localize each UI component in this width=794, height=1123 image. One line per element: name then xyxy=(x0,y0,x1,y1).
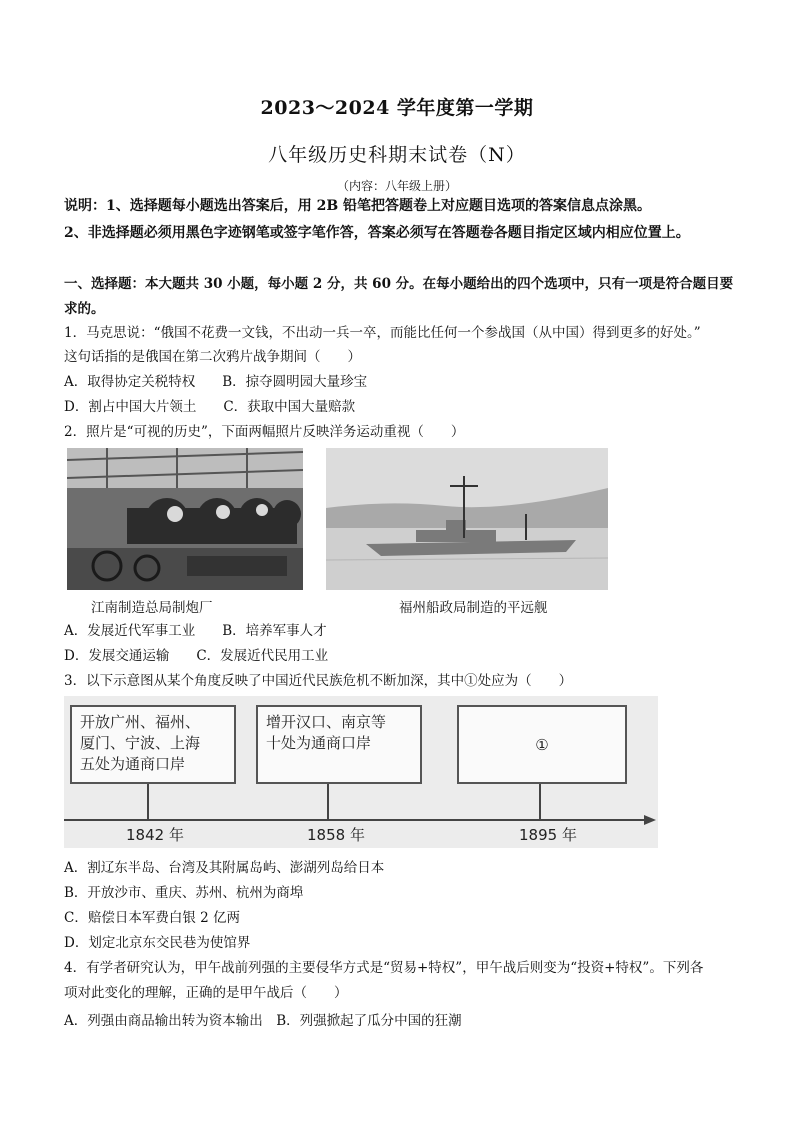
timeline-box-1858 xyxy=(256,705,422,784)
jiangnan-arsenal-photo xyxy=(67,448,303,590)
q2-photo2-caption: 福州船政局制造的平远舰 xyxy=(399,600,548,616)
q4-options-row1: A．列强由商品输出转为资本输出 B．列强掀起了瓜分中国的狂潮 xyxy=(64,1013,462,1029)
q4-stem-line1: 4．有学者研究认为，甲午战前列强的主要侵华方式是“贸易+特权”，甲午战后则变为“投资+特权”。下列各 xyxy=(64,960,704,976)
timeline-box1-line2: 厦门、宁波、上海 xyxy=(80,734,201,752)
q2-stem: 2．照片是“可视的历史”，下面两幅照片反映洋务运动重视（ ） xyxy=(64,424,465,440)
factory-cannon-image xyxy=(67,448,303,590)
instruction-2: 2、非选择题必须用黑色字迹钢笔或签字笔作答，答案必须写在答题卷各题目指定区域内相应位置上。 xyxy=(64,225,690,241)
exam-term-title: 2023～2024 学年度第一学期 xyxy=(260,97,534,119)
q3-stem: 3．以下示意图从某个角度反映了中国近代民族危机不断加深，其中①处应为（ ） xyxy=(64,673,573,689)
q1-stem-line1: 1．马克思说：“俄国不花费一文钱，不出动一兵一卒，而能比任何一个参战国（从中国）得到更多的好处。” xyxy=(64,325,701,341)
q2-photo1-caption: 江南制造总局制炮厂 xyxy=(91,600,213,616)
instruction-1: 说明：1、选择题每小题选出答案后，用 2B 铅笔把答题卷上对应题目选项的答案信息点涂黑。 xyxy=(64,198,652,214)
q3-option-b: B．开放沙市、重庆、苏州、杭州为商埠 xyxy=(64,885,304,901)
q3-option-a: A．割辽东半岛、台湾及其附属岛屿、澎湖列岛给日本 xyxy=(64,860,385,876)
section-heading: 一、选择题：本大题共 30 小题，每小题 2 分，共 60 分。在每小题给出的四个选项中，只有一项是符合题目要求的。 xyxy=(64,276,734,317)
timeline-blank-marker: ① xyxy=(535,736,549,754)
timeline-box2-line1: 增开汉口、南京等 xyxy=(266,713,387,731)
q3-timeline-diagram xyxy=(64,696,658,848)
timeline-year-1895: 1895 年 xyxy=(519,826,577,844)
timeline-box-1842 xyxy=(70,705,236,784)
q1-options-row2: D．割占中国大片领土 C．获取中国大量赔款 xyxy=(64,399,356,415)
q3-option-d: D．划定北京东交民巷为使馆界 xyxy=(64,935,251,951)
timeline-year-1842: 1842 年 xyxy=(126,826,184,844)
q1-options-row1: A．取得协定关税特权 B．掠夺圆明园大量珍宝 xyxy=(64,374,368,390)
pingyuan-warship-photo xyxy=(326,448,608,590)
warship-image xyxy=(326,448,608,590)
q2-options-row1: A．发展近代军事工业 B．培养军事人才 xyxy=(64,623,327,639)
timeline-box2-line2: 十处为通商口岸 xyxy=(266,734,372,752)
timeline-box1-line1: 开放广州、福州、 xyxy=(80,713,201,731)
q1-stem-line2: 这句话指的是俄国在第二次鸦片战争期间（ ） xyxy=(64,349,361,365)
exam-content-scope: （内容：八年级上册） xyxy=(336,179,457,193)
timeline-year-1858: 1858 年 xyxy=(307,826,365,844)
q2-options-row2: D．发展交通运输 C．发展近代民用工业 xyxy=(64,648,329,664)
q3-option-c: C．赔偿日本军费白银 2 亿两 xyxy=(64,910,241,926)
timeline-box1-line3: 五处为通商口岸 xyxy=(80,755,186,773)
q4-stem-line2: 项对此变化的理解，正确的是甲午战后（ ） xyxy=(64,985,348,1001)
exam-paper-title: 八年级历史科期末试卷（N） xyxy=(268,144,526,166)
timeline-box-1895 xyxy=(457,705,627,784)
